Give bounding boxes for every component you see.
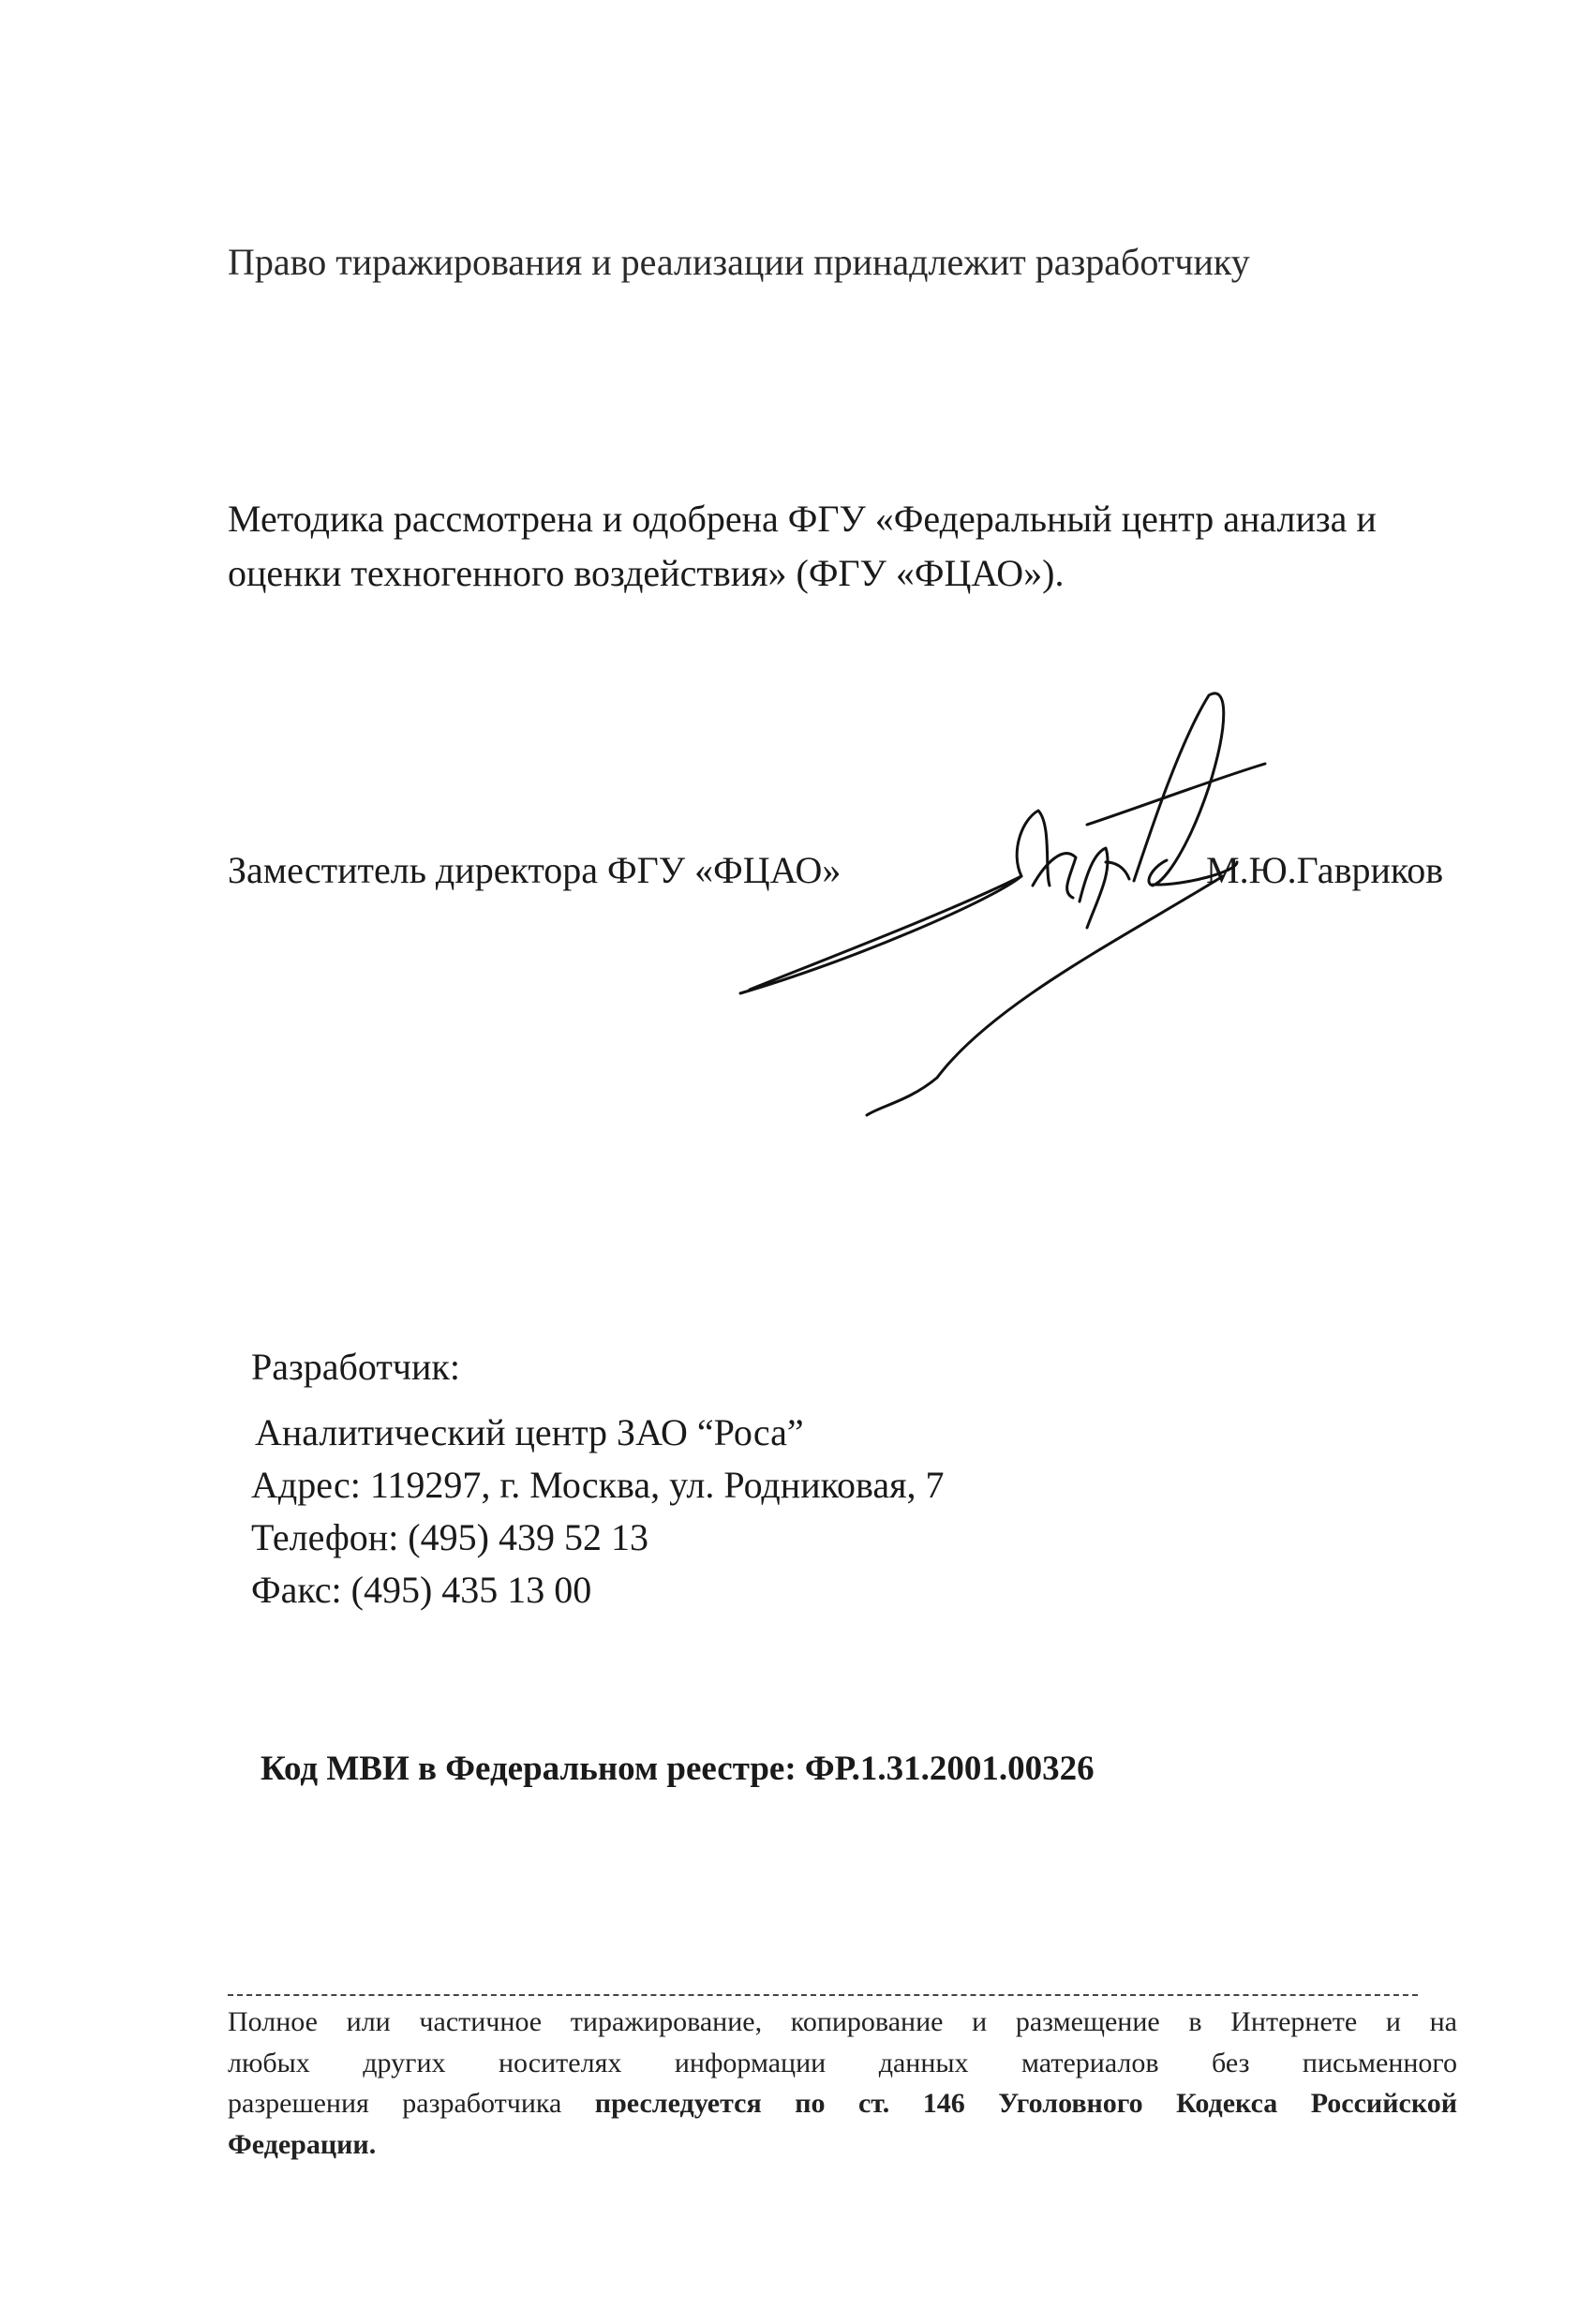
developer-address: Адрес: 119297, г. Москва, ул. Родниковая, 7 bbox=[251, 1464, 945, 1506]
signature-stroke bbox=[1106, 862, 1129, 879]
approval-line-2: оценки техногенного воздействия» (ФГУ «ФЦАО»). bbox=[228, 552, 1065, 594]
signature-stroke bbox=[1017, 811, 1050, 886]
developer-block bbox=[251, 1345, 945, 1620]
developer-fax: Факс: (495) 435 13 00 bbox=[251, 1569, 592, 1611]
signature-stroke bbox=[1080, 848, 1108, 928]
footer-line-2: любых других носителях информации данных материалов без письменного bbox=[228, 2047, 1457, 2078]
approval-line-1: Методика рассмотрена и одобрена ФГУ «Федеральный центр анализа и bbox=[228, 498, 1377, 540]
signature-stroke bbox=[1033, 854, 1076, 898]
footer-line-3-regular: разрешения разработчика bbox=[228, 2088, 595, 2119]
footer-line-1: Полное или частичное тиражирование, копирование и размещение в Интернете и на bbox=[228, 2006, 1457, 2037]
developer-phone: Телефон: (495) 439 52 13 bbox=[251, 1516, 648, 1558]
handwritten-signature bbox=[712, 684, 1293, 1125]
registry-code: Код МВИ в Федеральном реестре: ФР.1.31.2001.00326 bbox=[261, 1750, 1095, 1788]
rights-notice: Право тиражирования и реализации принадлежит разработчику bbox=[228, 241, 1250, 283]
developer-heading: Разработчик: bbox=[251, 1346, 460, 1388]
developer-organization: Аналитический центр ЗАО “Роса” bbox=[255, 1411, 804, 1453]
signature-stroke bbox=[1134, 693, 1224, 886]
copyright-footer bbox=[228, 2002, 1457, 2165]
approval-statement bbox=[228, 497, 1474, 596]
footer-divider bbox=[228, 1994, 1418, 1996]
footer-line-3-bold: преследуется по ст. 146 Уголовного Кодекса Российской bbox=[594, 2088, 1457, 2119]
footer-line-3 bbox=[228, 2083, 1457, 2124]
footer-line-4: Федерации. bbox=[228, 2128, 377, 2160]
signatory-title: Заместитель директора ФГУ «ФЦАО» bbox=[228, 849, 842, 891]
signature-stroke bbox=[740, 876, 1021, 993]
signature-stroke bbox=[867, 876, 1223, 1115]
signature-stroke bbox=[1087, 764, 1265, 825]
signatory-name: М.Ю.Гавриков bbox=[1206, 849, 1444, 891]
signature-stroke bbox=[1153, 862, 1237, 885]
